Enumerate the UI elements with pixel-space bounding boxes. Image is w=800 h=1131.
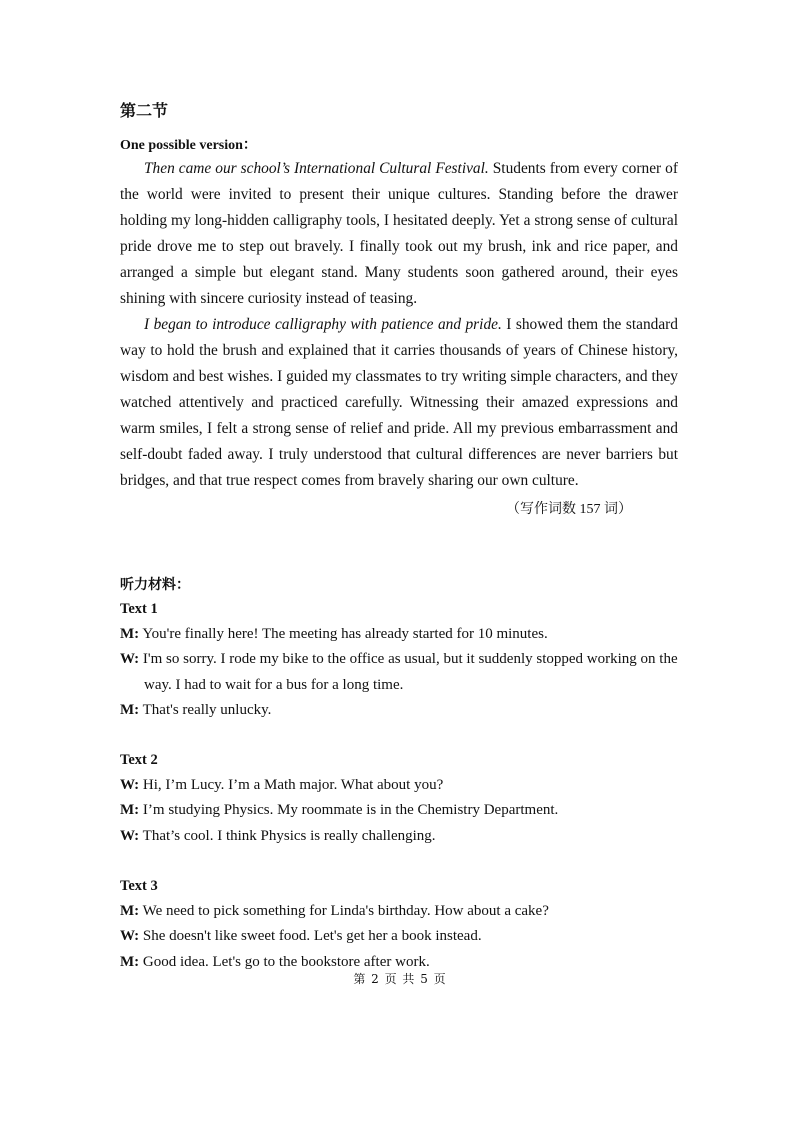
- essay: [120, 156, 678, 494]
- word-count: （写作词数 157 词）: [506, 502, 632, 517]
- dialogue-text: We need to pick something for Linda's birthday. How about a cake?: [139, 903, 549, 919]
- listening-text-2: [120, 748, 680, 849]
- dialogue-text: Good idea. Let's go to the bookstore after work.: [139, 953, 430, 970]
- listening-text-3: [120, 874, 680, 975]
- dialogue-line: [120, 798, 680, 823]
- dialogue-line: [120, 647, 680, 698]
- essay-paragraph-1: [120, 156, 678, 312]
- page-footer: 第 2 页 共 5 页: [353, 972, 447, 986]
- dialogue-text: I'm so sorry. I rode my bike to the office as usual, but it suddenly stopped working on the way. I had to wait for a bus for a long time.: [139, 651, 678, 693]
- dialogue-text: Hi, I’m Lucy. I’m a Math major. What about you?: [139, 777, 444, 793]
- speaker-label: M:: [120, 903, 140, 919]
- essay-paragraph-2: [120, 312, 678, 494]
- text-title: Text 3: [120, 878, 158, 894]
- speaker-label: W:: [120, 827, 140, 844]
- listening-heading: 听力材料：: [120, 577, 190, 593]
- dialogue-line: [120, 924, 680, 949]
- dialogue-text: She doesn't like sweet food. Let's get her a book instead.: [139, 928, 482, 945]
- speaker-label: M:: [120, 802, 140, 819]
- section-heading: 第二节: [120, 101, 169, 120]
- dialogue-text: That's really unlucky.: [139, 701, 272, 718]
- dialogue-line: [120, 773, 680, 798]
- text-title: Text 1: [120, 601, 158, 617]
- essay-p2-lead: I began to introduce calligraphy with patience and pride.: [144, 316, 502, 333]
- dialogue-line: [120, 824, 680, 849]
- speaker-label: W:: [120, 777, 140, 793]
- dialogue-text: You're finally here! The meeting has already started for 10 minutes.: [139, 626, 548, 642]
- dialogue-line: [120, 899, 680, 924]
- essay-p1-lead: Then came our school’s International Cultural Festival.: [144, 160, 489, 177]
- speaker-label: M:: [120, 701, 140, 718]
- speaker-label: M:: [120, 953, 140, 970]
- speaker-label: W:: [120, 651, 140, 668]
- speaker-label: W:: [120, 928, 140, 945]
- dialogue-text: I’m studying Physics. My roommate is in the Chemistry Department.: [139, 802, 559, 819]
- speaker-label: M:: [120, 626, 140, 642]
- listening-text-1: [120, 597, 680, 723]
- text-title: Text 2: [120, 752, 158, 768]
- dialogue-line: [120, 622, 680, 647]
- dialogue-line: [120, 698, 680, 723]
- essay-p1-body: Students from every corner of the world were invited to present their unique cultures. Standing before the drawer holding my long-hidden calligraphy tools, I hesitated deeply. Yet a strong sense of cultural pride drove me to step out bravely. I finally took out my brush, ink and rice paper, and arranged a simple but elegant stand. Many students soon gathered around, their eyes shining with sincere curiosity instead of teasing.: [120, 160, 678, 307]
- dialogue-text: That’s cool. I think Physics is really challenging.: [139, 827, 436, 844]
- essay-p2-body: I showed them the standard way to hold the brush and explained that it carries thousands of years of Chinese history, wisdom and best wishes. I guided my classmates to try writing simple characters, and they watched attentively and practiced carefully. Witnessing their amazed expressions and warm smiles, I felt a strong sense of relief and pride. All my previous embarrassment and self-doubt faded away. I truly understood that cultural differences are never barriers but bridges, and that true respect comes from bravely sharing our own culture.: [120, 316, 678, 489]
- version-label: One possible version：: [120, 138, 257, 153]
